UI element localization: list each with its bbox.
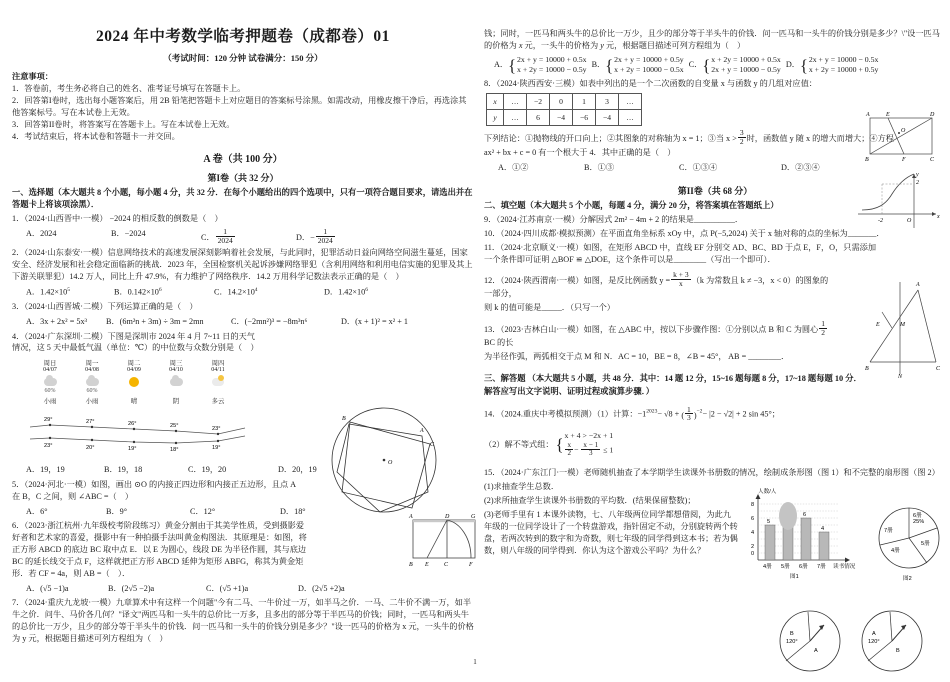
figure-label-m: M xyxy=(900,322,905,328)
spinner-label-left: A xyxy=(872,631,876,637)
temp-low-0: 23° xyxy=(44,443,53,450)
figure-label-c: C xyxy=(444,562,449,568)
bar-chart-caption: 图1 xyxy=(790,574,799,580)
weather-forecast-figure xyxy=(30,358,245,454)
cloud-icon xyxy=(72,375,112,388)
question-14-part2: （2）解不等式组： { x + 4 > −2x + 1 $\frac{x}{2}$ − $\frac{x - 1}{3}$ ≤ 1 xyxy=(484,431,614,458)
option-b[interactable]: B．(6m²n + 3m) ÷ 3m = 2mn xyxy=(106,317,204,327)
figure-rectangle-abcd xyxy=(862,110,944,167)
temp-low-3: 18° xyxy=(170,447,179,454)
option-a[interactable]: A．19，19 xyxy=(26,465,65,475)
choice-section-heading: 一、选择题（本大题共 8 个小题，每小题 4 分，共 32 分．在每个小题给出的四个选项中，只有一项符合题目要求，请选出并在答题卡上将该项涂黑）． xyxy=(12,188,473,210)
option-c[interactable]: C．12° xyxy=(190,506,216,516)
option-b[interactable]: B．①③ xyxy=(584,162,615,172)
figure-label-n: N xyxy=(898,374,903,380)
option-c[interactable]: C． { x + 2y = 10000 + 0.5x 2x + y = 10000 − 0.5y xyxy=(688,54,781,75)
question-5-stem: 5．（2024·河北·一模）如图，画出 ⊙O 的内接正四边形和内接正五边形，且点 A 在 B，C 之间，则 ∠ABC =（ ） xyxy=(12,479,296,501)
option-a[interactable]: A．2024 xyxy=(26,229,57,239)
sun-cloud-icon xyxy=(198,375,238,388)
figure-label-c: C xyxy=(930,157,935,163)
option-a[interactable]: A．(√5 −1)a xyxy=(26,583,69,593)
figure-inverse-proportion xyxy=(852,170,944,237)
figure-label-a: A xyxy=(916,282,920,288)
figure-label-g: G xyxy=(471,514,476,520)
pie-label-6ce: 6册 xyxy=(913,513,922,519)
option-c[interactable]: C．(−2mn²)³ = −8m³n⁶ xyxy=(231,317,308,327)
spinner-angle: 120° xyxy=(786,639,798,645)
exam-subtitle: （考试时间：120 分钟 试卷满分：150 分） xyxy=(163,53,323,63)
y-tick-6: 6 xyxy=(751,516,755,522)
figure-inscribed-polygons xyxy=(312,402,462,527)
option-b[interactable]: B．9° xyxy=(106,506,128,516)
option-a[interactable]: A．$1.42\times 10^5$ xyxy=(26,287,71,297)
question-4-stem: 4．（2024·广东深圳·二模）下图是深圳市 2024 年 4 月 7~11 日的天气情况，这 5 天中最低气温（单位：℃）的中位数与众数分别是（ ） xyxy=(12,331,259,353)
option-d[interactable]: D．18° xyxy=(280,506,306,516)
option-c[interactable]: C．①③④ xyxy=(679,162,718,172)
figure-label-e: E xyxy=(425,562,429,568)
volume-1-heading: 第I卷（共 32 分） xyxy=(207,173,279,184)
bar-value-0: 5 xyxy=(767,519,771,525)
question-1-stem: 1．（2024·山西晋中·一模） −2024 的相反数的倒数是（ ） xyxy=(12,214,223,224)
bar-value-2: 6 xyxy=(803,512,807,518)
quadratic-value-table xyxy=(486,93,642,126)
question-1-options xyxy=(26,228,474,245)
question-9: 9．（2024·江苏南京·一模）分解因式 2m² − 4m + 2 的结果是__________． xyxy=(484,215,744,225)
temp-high-1: 27° xyxy=(86,419,95,426)
figure-label-d: D xyxy=(445,514,450,520)
question-6-stem: 6．（2023·浙江杭州·九年级校考阶段练习）黄金分割由于其美学性质，受到摄影爱好者和艺术家的喜爱，摄影中有一种拍摄手法叫黄金构图法．其原理是：如图，将正方形 ABCD 的底边 BC 取中点 E．以 E 为圆心，线段 DE 为半径作圆，其与底边 BC 的延长线交于点 F，这样就把正方形 ABCD 延伸为矩形 ABFG，称其为黄金矩形．若 CF = 4a，则 AB =（ ）． xyxy=(12,520,307,578)
figure-label-o: O xyxy=(901,128,906,134)
temp-high-2: 26° xyxy=(128,421,137,428)
option-c[interactable]: C． $\frac{1}{2024}$ xyxy=(201,227,233,246)
question-13-tail: 为半径作弧，两弧相交于点 M 和 N．AC = 10，BE = 8，∠B = 45°， AB = ________． xyxy=(484,351,790,361)
notice-item: 1．答卷前，考生务必将自己的姓名、准考证号填写在答题卡上。 xyxy=(12,84,246,93)
question-10: 10．（2024·四川成都·模拟预测）在平面直角坐标系 xOy 中，点 P(−5,2024) 关于 x 轴对称的点的坐标为_______． xyxy=(484,229,885,239)
axis-label-o: O xyxy=(907,218,912,224)
y-tick-8: 8 xyxy=(751,502,755,508)
fill-section-heading: 二、填空题（本大题共 5 个小题，每题 4 分，满分 20 分，将答案填在答题纸上） xyxy=(484,201,779,211)
figure-triangle-construction xyxy=(856,278,946,385)
question-14-part1: 14．（2024.重庆中考模拟预测）（1）计算：$-1^{2023}- √8$ + ( $\frac{1}{3}$ )$^{-2}$− |2 − √2| + 2 sin 45°； xyxy=(484,404,780,423)
question-15-sub-1: (1)求抽查学生总数． xyxy=(484,481,560,491)
table-row: x … −2 0 1 3 … xyxy=(487,93,642,109)
temp-low-1: 20° xyxy=(86,445,95,452)
weather-day-3: 周三 04/10 阴 xyxy=(156,358,196,405)
y-tick-2: 2 xyxy=(751,544,755,550)
question-15-stem: 15．（2024·广东江门·一模）老师随机抽查了本学期学生读课外书册数的情况，绘制成条形图（图 1）和不完整的扇形图（图 2） xyxy=(484,467,940,477)
right-column xyxy=(484,10,946,654)
temperature-line-chart xyxy=(30,414,245,454)
figure-golden-rectangle xyxy=(407,510,485,575)
option-b[interactable]: B．(2√5 −2)a xyxy=(108,583,155,593)
left-column xyxy=(12,10,474,645)
answer-section-heading-1: 三、解答题 （本大题共 5 小题，共 48 分．其中：14 题 12 分，15~16 题每题 8 分，17~18 题每题 10 分． xyxy=(484,373,862,383)
x-tick-0: 4册 xyxy=(763,564,772,570)
x-tick-1: 5册 xyxy=(781,564,790,570)
question-12: 12．（2024·陕西渭南·一模）如图，是反比例函数 y = $\frac{k + 3}{x}$ （k 为常数且 k ≠ −3，x < 0）的图象的一部分， xyxy=(484,269,829,298)
question-7-options xyxy=(494,55,946,76)
option-d[interactable]: D．(x + 1)² = x² + 1 xyxy=(341,317,408,327)
temp-high-3: 25° xyxy=(170,423,179,430)
option-d[interactable]: D． { 2x + y = 10000 − 0.5x x + 2y = 10000 + 0.5y xyxy=(785,54,879,75)
spinner-label-left: B xyxy=(790,631,794,637)
question-8-conclusion-tail: ax² + bx + c = 0 有一个根大于 4．其中正确的是（ ） xyxy=(484,147,676,157)
option-d[interactable]: D．(2√5 +2)a xyxy=(298,583,345,593)
pie-label-5ce: 5册 xyxy=(921,541,930,547)
spinner-b-figure xyxy=(856,605,930,682)
figure-label-b: B xyxy=(865,366,869,372)
pie-value-6ce: 25% xyxy=(913,519,925,525)
cloud-icon xyxy=(30,375,70,388)
pie-label-4ce: 4册 xyxy=(891,548,900,554)
x-tick-3: 7册 xyxy=(817,564,826,570)
spinner-a-figure xyxy=(774,605,848,682)
obscuring-ellipse xyxy=(779,502,797,530)
figure-label-e: E xyxy=(876,322,880,328)
option-b[interactable]: B．−2024 xyxy=(111,229,146,239)
figure-label-b: B xyxy=(342,416,346,422)
notice-item: 2．回答第I卷时，选出每小题答案后，用 2B 铅笔把答题卡上对应题目的答案标号涂黑。如需改动，用橡皮擦干净后，再选涂其他答案标号。写在本试卷上无效。 xyxy=(12,95,467,117)
option-b[interactable]: B． { 2x + y = 10000 + 0.5y x + 2y = 10000 − 0.5x xyxy=(591,54,684,75)
temp-high-4: 23° xyxy=(212,426,221,433)
spinner-label-right: A xyxy=(814,648,818,654)
question-6-options xyxy=(26,583,474,595)
question-15-sub-2: (2)求所抽查学生读课外书册数的平均数．(结果保留整数)； xyxy=(484,495,696,505)
cloud-icon xyxy=(156,375,196,388)
pie-chart-figure xyxy=(869,500,949,589)
figure-label-c: C xyxy=(936,366,941,372)
figure-label-o: O xyxy=(388,460,393,466)
option-d[interactable]: D．$1.42\times 10^6$ xyxy=(324,287,369,297)
question-12-tail: 则 k 的值可能是_____．（只写一个） xyxy=(484,302,615,312)
figure-label-f: F xyxy=(469,562,473,568)
axis-label-x: x xyxy=(937,214,940,220)
bar-chart-figure xyxy=(742,490,860,585)
option-b[interactable]: B．19，18 xyxy=(104,465,143,475)
question-15-sub-3: (3)老师手里有 1 本课外读物，七、八年级两位同学都想借阅，为此九年级的一位同学设计了一个转盘游戏，指针固定不动，分别旋转两个转盘，若两次转到的数字和为奇数，则七年级的同学得到这本书；若为偶数，则八年级的同学得到．你认为这个游戏公平吗？为什么？ xyxy=(484,509,738,555)
spinner-label-right: B xyxy=(896,648,900,654)
question-2-stem: 2．（2024·山东泰安·一模）信息网络技术的高速发展深刻影响着社会发展，与此同时，犯罪活动日益向网络空间滋生蔓延，国家安全、经济发展和社会稳定面临新的挑战．2023 年，全国检察机关起诉涉嫌网络罪犯（含利用网络和利用电信实施的犯罪及其上下游关联罪犯）14.2 万人，同比上升 47.9%，有力维护了网络秩序．14.2 万用科学记数法表示正确的是（ ） xyxy=(12,248,473,282)
weather-day-1: 周一 04/08 60% 小雨 xyxy=(72,358,112,405)
bar-7ce xyxy=(819,532,829,560)
question-7-stem: 7．（2024·重庆九龙坡·一模）九章算术中有这样一个问题"今有二马、一牛价过一万，如半马之价．一马、二牛价不满一万，如半牛之价．问牛、马价各几何？"译文"两匹马和一头牛的总价比一万多，且多出的部分等于半匹马的价钱；同时，一匹马和两头牛的总价比一万少，且少的部分等于半头牛的价钱．问一匹马和一头牛的价钱分别是多少？"设一匹马的价格为 x 元，一头牛的价格为 y 元，根据题目描述可列方程组为（ ） xyxy=(12,598,474,644)
figure-label-d: D xyxy=(930,112,935,118)
x-axis-label: 读书情况 xyxy=(833,564,856,570)
figure-label-a: A xyxy=(409,514,413,520)
figure-label-f: F xyxy=(902,157,906,163)
notice-item: 3．回答第II卷时，将答案写在答题卡上。写在本试卷上无效。 xyxy=(12,119,235,129)
option-a[interactable]: A． { 2x + y = 10000 + 0.5x x + 2y = 10000 − 0.5y xyxy=(494,54,587,75)
option-a[interactable]: A．6° xyxy=(26,506,48,516)
bar-6ce xyxy=(801,518,811,560)
y-tick-4: 4 xyxy=(751,530,755,536)
volume-2-heading: 第II卷（共 68 分） xyxy=(677,186,753,197)
question-3-options xyxy=(26,316,474,328)
figure-label-b: B xyxy=(409,562,413,568)
option-b[interactable]: B．$0.142\times 10^6$ xyxy=(114,287,162,297)
notice-item: 4．考试结束后，将本试卷和答题卡一并交回。 xyxy=(12,131,180,141)
pie-label-7ce: 7册 xyxy=(884,528,893,534)
option-c[interactable]: C．(√5 +1)a xyxy=(206,583,249,593)
sun-icon xyxy=(114,375,154,388)
option-c[interactable]: C．19，20 xyxy=(188,465,227,475)
notice-title: 注意事项： xyxy=(12,72,53,81)
question-13: 13．（2023·吉林白山·一模）如图，在 △ABC 中，按以下步骤作图：①分别以点 B 和 C 为圆心 $\frac{1}{2}$ BC 的长 xyxy=(484,318,826,347)
figure-label-b: B xyxy=(865,157,869,163)
bar-value-3: 4 xyxy=(821,526,825,532)
axis-label-y: y xyxy=(916,172,919,178)
paper-a-heading: A 卷（共 100 分） xyxy=(203,154,283,166)
x-tick-2: 6册 xyxy=(799,564,808,570)
figure-label-a: A xyxy=(866,112,870,118)
weather-day-2: 周二 04/09 晴 xyxy=(114,358,154,405)
answer-section-heading-2: 解答应写出文字说明、证明过程或演算步骤．） xyxy=(484,386,655,396)
axis-tick-neg2: -2 xyxy=(878,218,883,224)
option-d[interactable]: D．− $\frac{1}{2024}$ xyxy=(296,227,333,246)
figure-label-c: C xyxy=(430,442,435,448)
page-title: 2024 年中考数学临考押题卷（成都卷）01 xyxy=(96,28,390,45)
option-d[interactable]: D．20，19 xyxy=(278,465,317,475)
question-8-stem: 8．（2024·陕西西安·三模）如表中列出的是一个二次函数的自变量 x 与函数 y 的几组对应值： xyxy=(484,78,817,88)
question-11: 11．（2024·北京顺义·一模）如图，在矩形 ABCD 中，直线 EF 分别交 AD、BC、BD 于点 E，F，O，只需添加一个条件即可证明 △BOF ≌ △DOE，这个条件可以是________（写出一个即可）． xyxy=(484,243,877,264)
option-d[interactable]: D．②③④ xyxy=(781,162,820,172)
table-row: y … 6 −4 −6 −4 … xyxy=(487,109,642,125)
page-number: 1 xyxy=(473,658,477,666)
question-8-conclusions: 下列结论：①抛物线的开口向上；②其图象的对称轴为 x = 1；③当 x > $\frac{3}{2}$ 时，函数值 y 随 x 的增大而增大；④方程 xyxy=(484,127,894,146)
option-c[interactable]: C．$14.2\times 10^4$ xyxy=(214,287,258,297)
y-tick-0: 0 xyxy=(751,551,755,557)
temp-low-2: 19° xyxy=(128,446,137,453)
bar-4ce xyxy=(765,525,775,560)
y-axis-label: 人数/人 xyxy=(758,489,777,495)
spinner-angle: 120° xyxy=(868,639,880,645)
question-7-continued: 钱；同时，一匹马和两头牛的总价比一万少，且少的部分等于半头牛的价钱．问一匹马和一头牛的价钱分别是多少？\"设一匹马的价格为 x 元，一头牛的价格为 y 元，根据题目描述可列方程组为（ ） xyxy=(484,29,940,50)
temp-high-0: 29° xyxy=(44,417,53,424)
weather-day-0: 周日 04/07 60% 小雨 xyxy=(30,358,70,405)
weather-day-4: 周四 04/11 多云 xyxy=(198,358,238,405)
option-a[interactable]: A．3x + 2x² = 5x³ xyxy=(26,317,87,327)
axis-tick-2: 2 xyxy=(916,180,919,186)
question-3-stem: 3．（2024·山西晋城·二模）下列运算正确的是（ ） xyxy=(12,302,198,312)
question-2-options xyxy=(26,286,474,299)
figure-label-e: E xyxy=(886,112,890,118)
pie-chart-caption: 图2 xyxy=(903,576,912,582)
figure-label-a: A xyxy=(420,428,424,434)
option-a[interactable]: A．①② xyxy=(498,162,529,172)
temp-low-4: 19° xyxy=(212,445,221,452)
